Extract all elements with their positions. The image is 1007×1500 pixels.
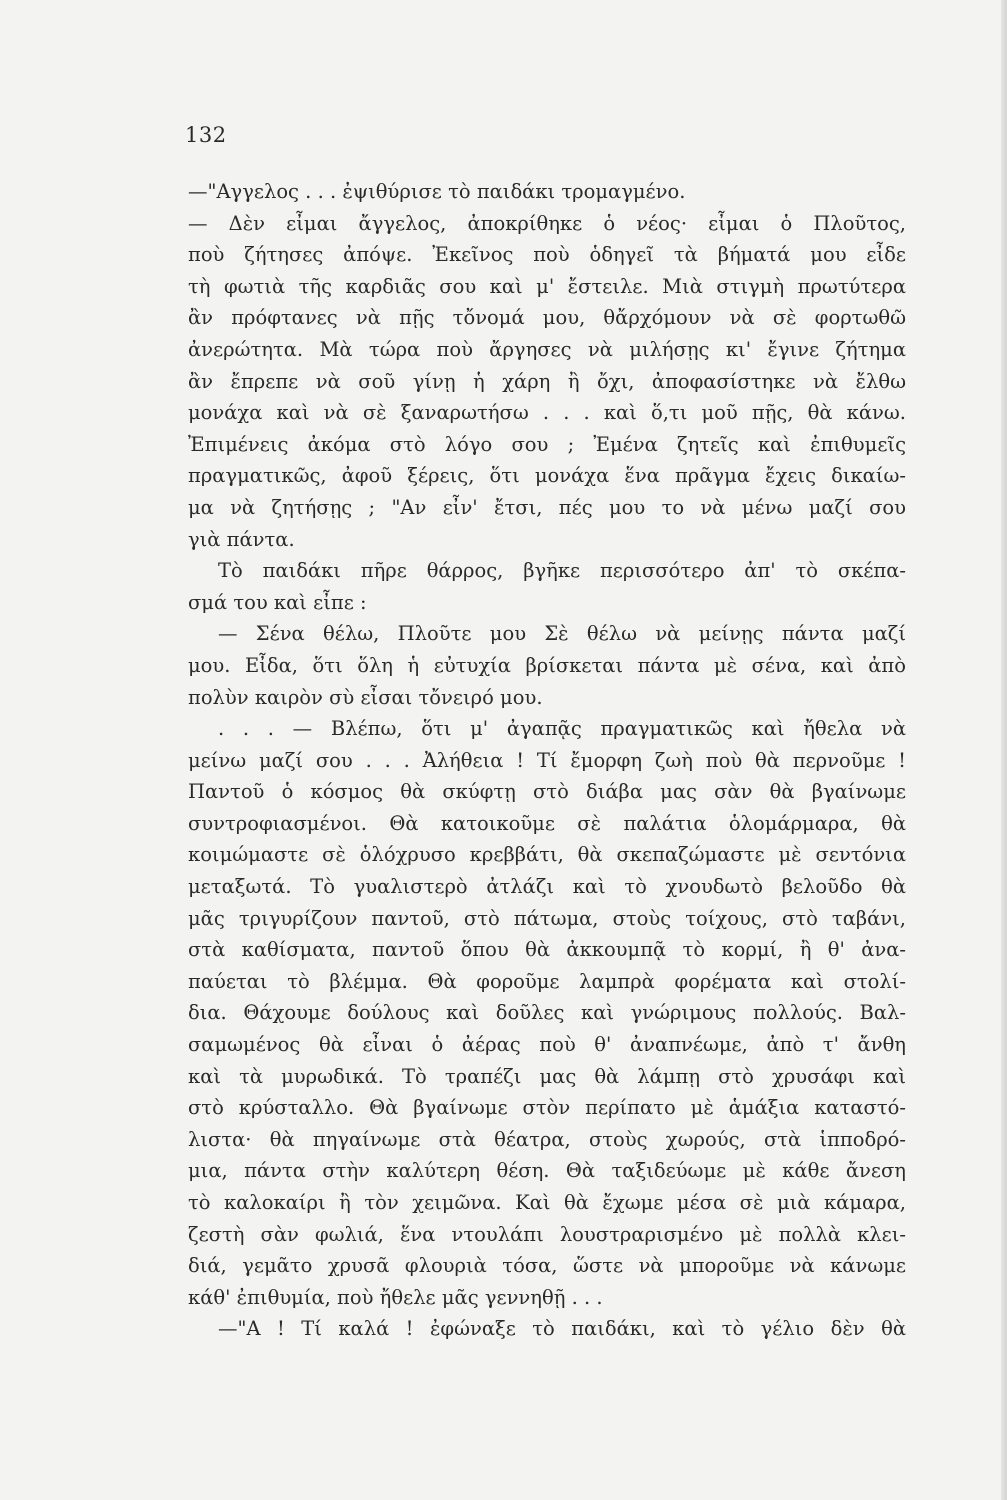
text-line: συντροφιασμένοι. Θὰ κατοικοῦμε σὲ παλάτια ὁλομάρμαρα, θὰ xyxy=(188,811,906,835)
text-line: ἂν πρόφτανες νὰ πῇς τὄνομά μου, θἄρχόμουν νὰ σὲ φορτωθῶ xyxy=(188,306,906,330)
text-line: μονάχα καὶ νὰ σὲ ξαναρωτήσω . . . καὶ ὅ,τι μοῦ πῇς, θὰ κάνω. xyxy=(188,401,906,425)
text-line: μᾶς τριγυρίζουν παντοῦ, στὸ πάτωμα, στοὺς τοίχους, στὸ ταβάνι, xyxy=(188,906,906,930)
text-line: στὸ κρύσταλλο. Θὰ βγαίνωμε στὸν περίπατο μὲ ἁμάξια καταστό- xyxy=(188,1096,906,1120)
text-line: πολὺν καιρὸν σὺ εἶσαι τὄνειρό μου. xyxy=(188,685,543,709)
text-line: —"Αγγελος . . . ἐψιθύρισε τὸ παιδάκι τρομαγμένο. xyxy=(188,180,686,203)
text-line: τὴ φωτιὰ τῆς καρδιᾶς σου καὶ μ' ἔστειλε. Μιὰ στιγμὴ πρωτύτερα xyxy=(188,274,906,298)
text-line: μια, πάντα στὴν καλύτερη θέση. Θὰ ταξιδεύωμε μὲ κάθε ἄνεση xyxy=(188,1159,906,1183)
page-edge-shadow xyxy=(1001,0,1007,1500)
text-line: κάθ' ἐπιθυμία, ποὺ ἤθελε μᾶς γεννηθῇ . . . xyxy=(188,1285,603,1309)
text-line: ζεστὴ σὰν φωλιά, ἕνα ντουλάπι λουστραρισμένο μὲ πολλὰ κλει- xyxy=(188,1222,906,1246)
body-text xyxy=(188,176,906,1345)
text-line: μείνω μαζί σου . . . Ἀλήθεια ! Τί ἔμορφη ζωὴ ποὺ θὰ περνοῦμε ! xyxy=(188,748,906,772)
text-line: Ἐπιμένεις ἀκόμα στὸ λόγο σου ; Ἐμένα ζητεῖς καὶ ἐπιθυμεῖς xyxy=(188,432,906,456)
text-line: ἀνερώτητα. Μὰ τώρα ποὺ ἄργησες νὰ μιλήσῃς κι' ἔγινε ζήτημα xyxy=(188,337,906,361)
text-line: διά, γεμᾶτο χρυσᾶ φλουριὰ τόσα, ὥστε νὰ μποροῦμε νὰ κάνωμε xyxy=(188,1254,906,1278)
text-line: παύεται τὸ βλέμμα. Θὰ φοροῦμε λαμπρὰ φορέματα καὶ στολί- xyxy=(188,969,906,993)
text-line: κοιμώμαστε σὲ ὁλόχρυσο κρεββάτι, θὰ σκεπαζώμαστε μὲ σεντόνια xyxy=(188,843,906,867)
text-line: μεταξωτά. Τὸ γυαλιστερὸ ἀτλάζι καὶ τὸ χνουδωτὸ βελοῦδο θὰ xyxy=(188,875,906,899)
text-line: μα νὰ ζητήσῃς ; "Αν εἶν' ἔτσι, πές μου το νὰ μένω μαζί σου xyxy=(188,495,906,519)
text-line: Τὸ παιδάκι πῆρε θάρρος, βγῆκε περισσότερο ἀπ' τὸ σκέπα- xyxy=(218,559,906,583)
text-line: λιστα· θὰ πηγαίνωμε στὰ θέατρα, στοὺς χωρούς, στὰ ἱπποδρό- xyxy=(188,1127,906,1151)
text-line: . . . — Βλέπω, ὅτι μ' ἀγαπᾷς πραγματικῶς καὶ ἤθελα νὰ xyxy=(218,717,906,741)
text-line: μου. Εἶδα, ὅτι ὅλη ἡ εὐτυχία βρίσκεται πάντα μὲ σένα, καὶ ἀπὸ xyxy=(188,653,906,677)
text-line: πραγματικῶς, ἀφοῦ ξέρεις, ὅτι μονάχα ἕνα πρᾶγμα ἔχεις δικαίω- xyxy=(188,464,906,488)
text-line: Παντοῦ ὁ κόσμος θὰ σκύφτῃ στὸ διάβα μας σὰν θὰ βγαίνωμε xyxy=(188,780,906,804)
text-line: δια. Θάχουμε δούλους καὶ δοῦλες καὶ γνώριμους πολλούς. Βαλ- xyxy=(188,1001,906,1025)
text-line: σμά του καὶ εἶπε : xyxy=(188,590,367,614)
text-line: σαμωμένος θὰ εἶναι ὁ ἀέρας ποὺ θ' ἀναπνέωμε, ἀπὸ τ' ἄνθη xyxy=(188,1033,906,1057)
text-line: καὶ τὰ μυρωδικά. Τὸ τραπέζι μας θὰ λάμπῃ στὸ χρυσάφι καὶ xyxy=(188,1064,906,1088)
text-line: — Δὲν εἶμαι ἄγγελος, ἀποκρίθηκε ὁ νέος· εἶμαι ὁ Πλοῦτος, xyxy=(188,211,906,235)
text-line: στὰ καθίσματα, παντοῦ ὅπου θὰ ἀκκουμπᾷ τὸ κορμί, ἢ θ' ἀνα- xyxy=(188,938,906,962)
text-line: γιὰ πάντα. xyxy=(188,527,295,551)
text-line: ποὺ ζήτησες ἀπόψε. Ἐκεῖνος ποὺ ὁδηγεῖ τὰ βήματά μου εἶδε xyxy=(188,243,906,267)
text-line: —"Α ! Τί καλά ! ἐφώναξε τὸ παιδάκι, καὶ τὸ γέλιο δὲν θὰ xyxy=(218,1317,906,1341)
text-line: τὸ καλοκαίρι ἢ τὸν χειμῶνα. Καὶ θὰ ἔχωμε μέσα σὲ μιὰ κάμαρα, xyxy=(188,1191,906,1214)
text-line: ἂν ἔπρεπε νὰ σοῦ γίνῃ ἡ χάρη ἢ ὄχι, ἀποφασίστηκε νὰ ἔλθω xyxy=(188,369,906,393)
text-line: — Σένα θέλω, Πλοῦτε μου Σὲ θέλω νὰ μείνῃς πάντα μαζί xyxy=(218,622,906,646)
page-number: 132 xyxy=(185,123,227,147)
